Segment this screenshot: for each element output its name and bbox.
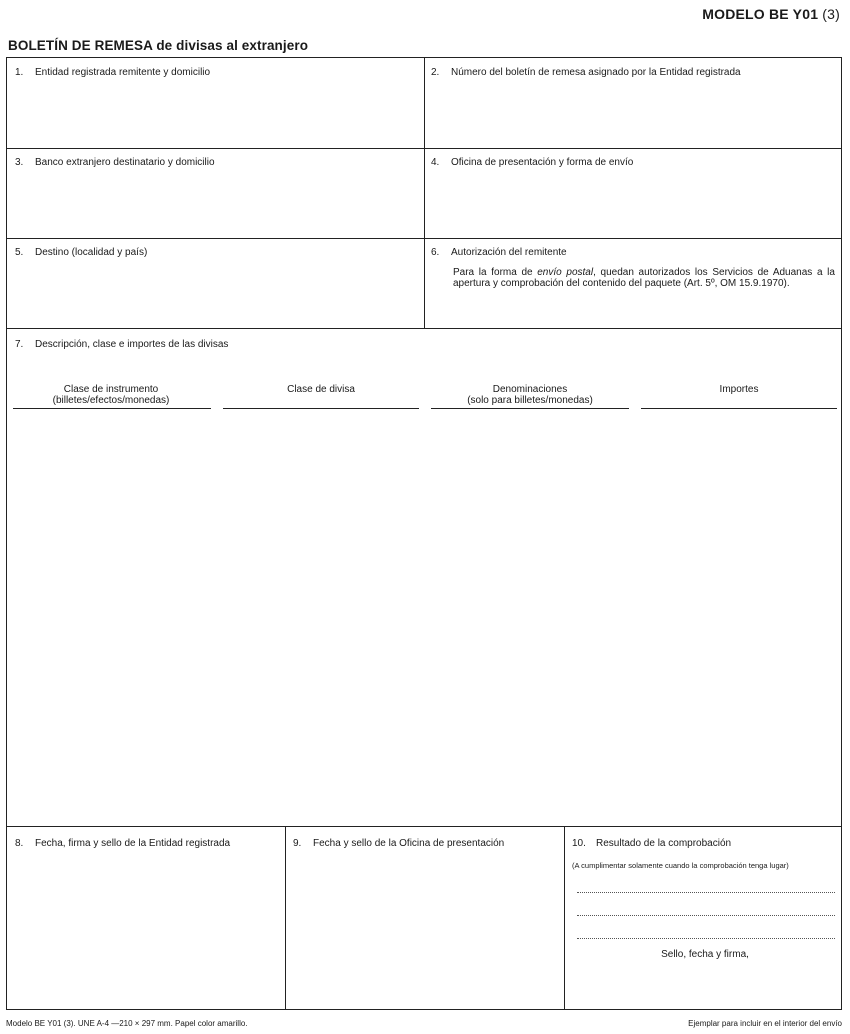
box-2-text: Número del boletín de remesa asignado por la Entidad registrada xyxy=(451,67,741,78)
column-header-denominations xyxy=(431,384,629,406)
box-10-dotted-line-2 xyxy=(577,915,835,916)
column-rule-denominations xyxy=(431,408,629,409)
box-6-authorization-text xyxy=(453,267,835,289)
form-title-rest: de divisas al extranjero xyxy=(156,38,309,53)
column-header-instrument-line1: Clase de instrumento xyxy=(63,384,159,395)
column-divider-top xyxy=(424,58,425,328)
column-rule-instrument xyxy=(13,408,211,409)
box-1-text: Entidad registrada remitente y domicilio xyxy=(35,67,211,78)
row-divider-3 xyxy=(7,328,841,329)
model-code xyxy=(702,6,840,22)
box-3-number: 3. xyxy=(15,157,24,168)
box-2-label xyxy=(431,67,741,79)
box-10-note: (A cumplimentar solamente cuando la comprobación tenga lugar) xyxy=(572,861,789,870)
box-9-label xyxy=(293,838,504,850)
box-6-number: 6. xyxy=(431,247,440,258)
box-10-text: Resultado de la comprobación xyxy=(596,838,732,849)
form-title-bold: BOLETÍN DE REMESA xyxy=(8,38,153,53)
column-header-denominations-line2: (solo para billetes/monedas) xyxy=(467,395,593,406)
box-8-number: 8. xyxy=(15,838,24,849)
column-divider-bottom-2 xyxy=(564,826,565,1009)
box-4-label xyxy=(431,157,633,169)
box-4-text: Oficina de presentación y forma de envío xyxy=(451,157,634,168)
box-7-number: 7. xyxy=(15,339,24,350)
box-4-number: 4. xyxy=(431,157,440,168)
column-header-denominations-line1: Denominaciones xyxy=(492,384,568,395)
model-code-text: MODELO BE Y01 xyxy=(702,6,819,22)
box-8-label xyxy=(15,838,230,850)
box-7-text: Descripción, clase e importes de las divisas xyxy=(35,339,229,350)
box-10-stamp-caption: Sello, fecha y firma, xyxy=(661,949,749,960)
column-header-instrument-line2: (billetes/efectos/monedas) xyxy=(52,395,170,406)
model-code-number: (3) xyxy=(822,6,840,22)
box-10-number: 10. xyxy=(572,838,586,849)
box-7-label xyxy=(15,339,228,351)
box-1-number: 1. xyxy=(15,67,24,78)
box-10-label xyxy=(572,838,731,850)
column-header-currency-text: Clase de divisa xyxy=(287,384,355,395)
box-8-text: Fecha, firma y sello de la Entidad registrada xyxy=(35,838,231,849)
column-header-amounts-text: Importes xyxy=(719,384,759,395)
form-title xyxy=(8,38,308,53)
box-1-label xyxy=(15,67,210,79)
box-10-dotted-line-1 xyxy=(577,892,835,893)
footer-spec: Modelo BE Y01 (3). UNE A-4 —210 × 297 mm. Papel color amarillo. xyxy=(6,1019,248,1028)
column-rule-amounts xyxy=(641,408,837,409)
column-header-instrument xyxy=(11,384,211,406)
row-divider-4 xyxy=(7,826,841,827)
box-3-label xyxy=(15,157,215,169)
box-5-label xyxy=(15,247,147,259)
box-6-label xyxy=(431,247,567,259)
box-5-number: 5. xyxy=(15,247,24,258)
column-divider-bottom-1 xyxy=(285,826,286,1009)
box-5-text: Destino (localidad y país) xyxy=(35,247,148,258)
box-6-text-emphasis: envío postal xyxy=(537,267,594,278)
box-6-text-pre: Para la forma de xyxy=(453,267,538,278)
column-header-amounts xyxy=(641,384,837,395)
column-rule-currency xyxy=(223,408,419,409)
box-9-text: Fecha y sello de la Oficina de presentación xyxy=(313,838,505,849)
box-2-number: 2. xyxy=(431,67,440,78)
box-6-text-post: , quedan autorizados los Servicios de Aduanas a la apertura y comprobación del contenido del paquete (Art. 5º, OM 15.9.1970). xyxy=(453,267,835,289)
box-6-text: Autorización del remitente xyxy=(451,247,567,258)
footer-copy-note: Ejemplar para incluir en el interior del envío xyxy=(688,1019,842,1028)
column-header-currency xyxy=(223,384,419,395)
box-10-dotted-line-3 xyxy=(577,938,835,939)
form-frame xyxy=(6,57,842,1010)
box-3-text: Banco extranjero destinatario y domicilio xyxy=(35,157,215,168)
box-9-number: 9. xyxy=(293,838,302,849)
